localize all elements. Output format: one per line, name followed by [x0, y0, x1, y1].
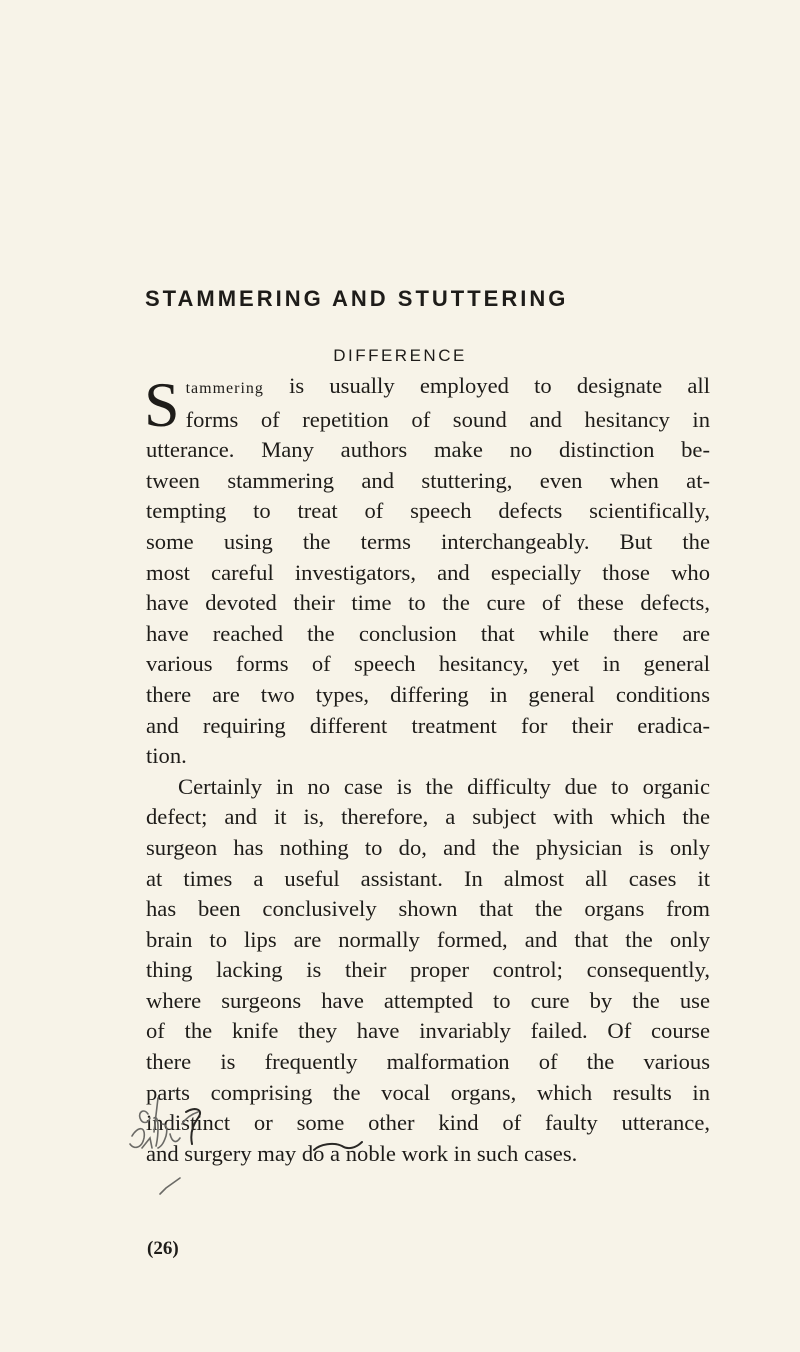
text-line: defect; and it is, therefore, a subject with which the [146, 804, 710, 830]
text-line: various forms of speech hesitancy, yet in general [146, 651, 710, 677]
text-line: forms of repetition of sound and hesitancy in [185, 406, 710, 432]
text-line: most careful investigators, and especially those who [146, 559, 710, 585]
text-line: Certainly in no case is the difficulty due to organic [178, 773, 710, 799]
chapter-title: STAMMERING AND STUTTERING [145, 286, 569, 311]
drop-cap: S [144, 369, 180, 440]
text-line: have devoted their time to the cure of these defects, [146, 590, 710, 616]
paragraph-2 [146, 772, 710, 1170]
text-line: tempting to treat of speech defects scientifically, [146, 498, 710, 524]
page-number: (26) [147, 1238, 179, 1259]
text-line: indistinct or some other kind of faulty utterance, [146, 1110, 710, 1136]
text-line: and requiring different treatment for their eradica- [146, 712, 710, 738]
body-text [146, 371, 710, 1169]
text-line: tion. [146, 743, 187, 769]
text-line: at times a useful assistant. In almost all cases it [146, 865, 710, 891]
text-line: parts comprising the vocal organs, which results in [146, 1079, 710, 1105]
text-line: has been conclusively shown that the organs from [146, 896, 710, 922]
text-line: there are two types, differing in general conditions [146, 681, 710, 707]
text-line: where surgeons have attempted to cure by the use [146, 987, 710, 1013]
section-heading: DIFFERENCE [333, 346, 467, 365]
paragraph-1 [146, 371, 710, 772]
text-line: utterance. Many authors make no distinction be- [146, 437, 710, 463]
text-line: there is frequently malformation of the various [146, 1049, 710, 1075]
text-line: surgeon has nothing to do, and the physician is only [146, 834, 710, 860]
text-line: tween stammering and stuttering, even when at- [146, 467, 710, 493]
text-line: of the knife they have invariably failed. Of course [146, 1018, 710, 1044]
text-line: some using the terms interchangeably. But the [146, 528, 710, 554]
text-line: thing lacking is their proper control; consequently, [146, 957, 710, 983]
text-line: brain to lips are normally formed, and that the only [146, 926, 710, 952]
text-line: tammering is usually employed to designate all [185, 373, 710, 398]
text-line: and surgery may do a noble work in such cases. [146, 1140, 578, 1166]
small-caps-word: tammering [185, 380, 264, 397]
text-line: have reached the conclusion that while there are [146, 620, 710, 646]
